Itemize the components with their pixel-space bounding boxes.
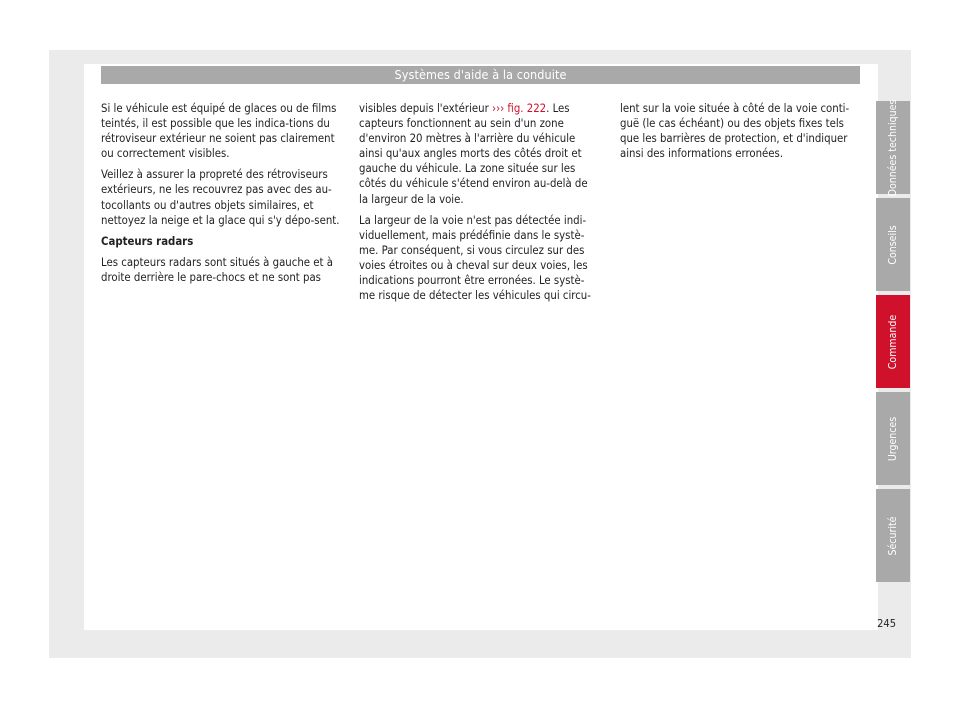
- tab-label: Conseils: [887, 224, 899, 265]
- paragraph: La largeur de la voie n'est pas détectée indi-viduellement, mais prédéfinie dans le systè-me. Par conséquent, si vous circulez sur des voies étroites ou à cheval sur deux voies, les indications pourront être erronées. Le systè-me risque de détecter les véhicules qui circu-: [359, 213, 591, 303]
- paragraph-text: visibles depuis l'extérieur: [359, 102, 492, 115]
- text-column-3: [620, 101, 860, 167]
- tab-label: Urgences: [887, 416, 899, 461]
- tab-conseils[interactable]: [876, 198, 910, 291]
- section-header: Systèmes d'aide à la conduite: [101, 66, 860, 84]
- paragraph: Si le véhicule est équipé de glaces ou de films teintés, il est possible que les indica-tions du rétroviseur extérieur ne soient pas clairement ou correctement visibles.: [101, 102, 337, 161]
- paragraph: lent sur la voie située à côté de la voie conti-guë (le cas échéant) ou des objets fixes tels que les barrières de protection, et d'indiquer ainsi des informations erronées.: [620, 102, 850, 161]
- tab-label: Données techniques: [887, 99, 899, 196]
- paragraph: Les capteurs radars sont situés à gauche et à droite derrière le pare-chocs et ne sont pas: [101, 255, 333, 284]
- figure-reference-link[interactable]: ››› fig. 222: [492, 102, 547, 115]
- tab-label: Commande: [887, 314, 899, 369]
- text-column-2: [359, 101, 599, 309]
- paragraph: Veillez à assurer la propreté des rétroviseurs extérieurs, ne les recouvrez pas avec des au-tocollants ou d'autres objets similaires, et nettoyez la neige et la glace qui s'y dépo-sent.: [101, 168, 340, 227]
- page-number: 245: [877, 617, 896, 630]
- subheading-radar-sensors: Capteurs radars: [101, 234, 194, 248]
- tab-donnees-techniques[interactable]: [876, 101, 910, 194]
- text-column-1: [101, 101, 341, 291]
- paragraph: [359, 101, 599, 207]
- tab-label: Sécurité: [887, 515, 899, 556]
- tab-commande[interactable]: [876, 295, 910, 388]
- tab-urgences[interactable]: [876, 392, 910, 485]
- paragraph-text: . Les capteurs fonctionnent au sein d'un zone d'environ 20 mètres à l'arrière du véhicule ainsi qu'aux angles morts des côtés droit et gauche du véhicule. La zone située sur les côtés du véhicule s'étend environ au-delà de la largeur de la voie.: [359, 102, 588, 206]
- tab-securite[interactable]: [876, 489, 910, 582]
